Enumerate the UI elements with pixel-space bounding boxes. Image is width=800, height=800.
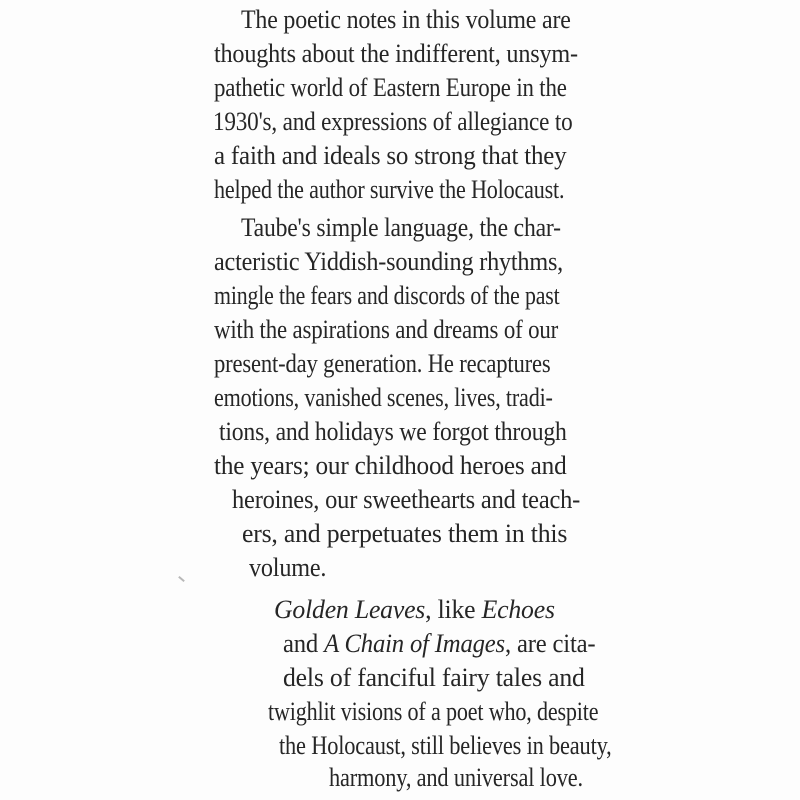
book-title-echoes: Echoes <box>481 594 555 624</box>
paragraph-2-line-11: volume. <box>249 553 327 583</box>
paragraph-2-line-9: heroines, our sweethearts and teach- <box>232 485 581 515</box>
paragraph-2-line-1: Taube's simple language, the char- <box>241 212 561 242</box>
text-are-cita: , are cita- <box>504 628 596 658</box>
paragraph-3-line-5: the Holocaust, still believes in beauty, <box>279 730 612 760</box>
paragraph-3-line-3: dels of fanciful fairy tales and <box>283 662 585 692</box>
paragraph-2-line-3: mingle the fears and discords of the past <box>214 281 560 310</box>
text-and: and <box>283 628 325 658</box>
paragraph-2-line-10: ers, and perpetuates them in this <box>242 519 568 549</box>
paragraph-2-line-5: present-day generation. He recaptures <box>214 349 551 378</box>
book-title-a-chain-of-images: A Chain of Images <box>324 628 505 658</box>
paragraph-2-line-4: with the aspirations and dreams of our <box>214 315 559 344</box>
book-title-golden-leaves: Golden Leaves <box>274 594 426 624</box>
paragraph-1-line-1: The poetic notes in this volume are <box>241 5 571 34</box>
paragraph-1-line-6: helped the author survive the Holocaust. <box>214 175 565 205</box>
paragraph-2-line-8: the years; our childhood heroes and <box>214 451 567 481</box>
paragraph-3-line-1 <box>274 594 555 626</box>
paragraph-2-line-7: tions, and holidays we forgot through <box>219 417 567 447</box>
paragraph-2-line-6: emotions, vanished scenes, lives, tradi- <box>214 383 553 413</box>
paragraph-3-line-4: twighlit visions of a poet who, despite <box>268 696 599 726</box>
scan-speck <box>178 576 185 582</box>
paragraph-1-line-2: thoughts about the indifferent, unsym- <box>214 39 578 68</box>
text-like: , like <box>425 594 482 624</box>
paragraph-3-line-6: harmony, and universal love. <box>329 763 583 792</box>
paragraph-3-line-2 <box>283 628 595 660</box>
paragraph-1-line-3: pathetic world of Eastern Europe in the <box>214 73 567 102</box>
paragraph-1-line-4: 1930's, and expressions of allegiance to <box>213 107 573 137</box>
paragraph-2-line-2: acteristic Yiddish-sounding rhythms, <box>214 247 564 276</box>
paragraph-1-line-5: a faith and ideals so strong that they <box>214 141 567 171</box>
